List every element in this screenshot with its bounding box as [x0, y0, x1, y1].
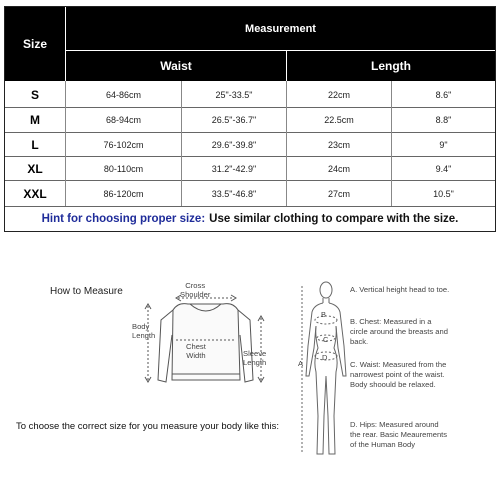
figure-mark-a: A [298, 359, 304, 368]
length-in-cell: 10.5" [433, 188, 454, 199]
measure-caption: To choose the correct size for you measure your body like this: [16, 421, 279, 432]
size-cell: M [30, 113, 40, 127]
length-in-cell: 8.6" [435, 89, 452, 100]
length-cm-cell: 24cm [327, 163, 350, 174]
size-cell: S [30, 87, 39, 102]
waist-cm-cell: 64-86cm [105, 89, 141, 100]
waist-cm-cell: 76-102cm [103, 139, 144, 150]
note-waist: C. Waist: Measured from the narrowest point of the waist. Body shoould be relaxed. [350, 360, 447, 389]
length-in-cell: 8.8" [435, 115, 452, 125]
note-chest: B. Chest: Measured in a circle around the breasts and back. [350, 317, 448, 346]
waist-in-cell: 31.2"-42.9" [211, 163, 257, 174]
waist-in-cell: 25"-33.5" [215, 89, 253, 100]
figure-mark-c: C [323, 335, 329, 344]
waist-in-cell: 33.5"-46.8" [211, 188, 257, 199]
size-cell: XL [27, 161, 43, 176]
hint-text: Use similar clothing to compare with the size. [209, 213, 459, 225]
length-cm-cell: 22cm [327, 89, 350, 100]
waist-cm-cell: 68-94cm [105, 115, 141, 125]
hint-prefix: Hint for choosing proper size: [41, 213, 206, 225]
waist-cm-cell: 80-110cm [103, 163, 144, 174]
note-hips: D. Hips: Measured around the rear. Basic Meaurements of the Human Body [350, 420, 448, 449]
waist-in-cell: 29.6"-39.8" [211, 139, 257, 150]
size-cell: XXL [23, 186, 47, 201]
length-header: Length [287, 51, 495, 81]
cross-shoulder-label: Cross Shoulder [180, 281, 211, 299]
figure-mark-b: B [321, 310, 327, 319]
size-chart-table [4, 6, 496, 232]
size-cell: L [31, 137, 39, 152]
figure-mark-d: D [322, 353, 328, 362]
length-cm-cell: 22.5cm [324, 115, 354, 125]
size-header: Size [5, 7, 65, 81]
note-height: A. Vertical height head to toe. [350, 285, 450, 294]
measurement-header: Measurement [66, 7, 495, 50]
length-cm-cell: 23cm [327, 139, 350, 150]
how-to-measure-title: How to Measure [50, 286, 123, 297]
length-in-cell: 9" [439, 139, 448, 150]
waist-cm-cell: 86-120cm [103, 188, 144, 199]
size-hint [5, 207, 495, 231]
length-cm-cell: 27cm [327, 188, 350, 199]
length-in-cell: 9.4" [435, 163, 452, 174]
waist-in-cell: 26.5"-36.7" [211, 115, 257, 125]
body-length-label: Body Length [132, 322, 156, 340]
waist-header: Waist [66, 51, 286, 81]
sleeve-length-label: Sleeve Length [243, 349, 267, 367]
chest-width-label: Chest Width [186, 342, 206, 360]
human-body-figure [296, 276, 350, 462]
